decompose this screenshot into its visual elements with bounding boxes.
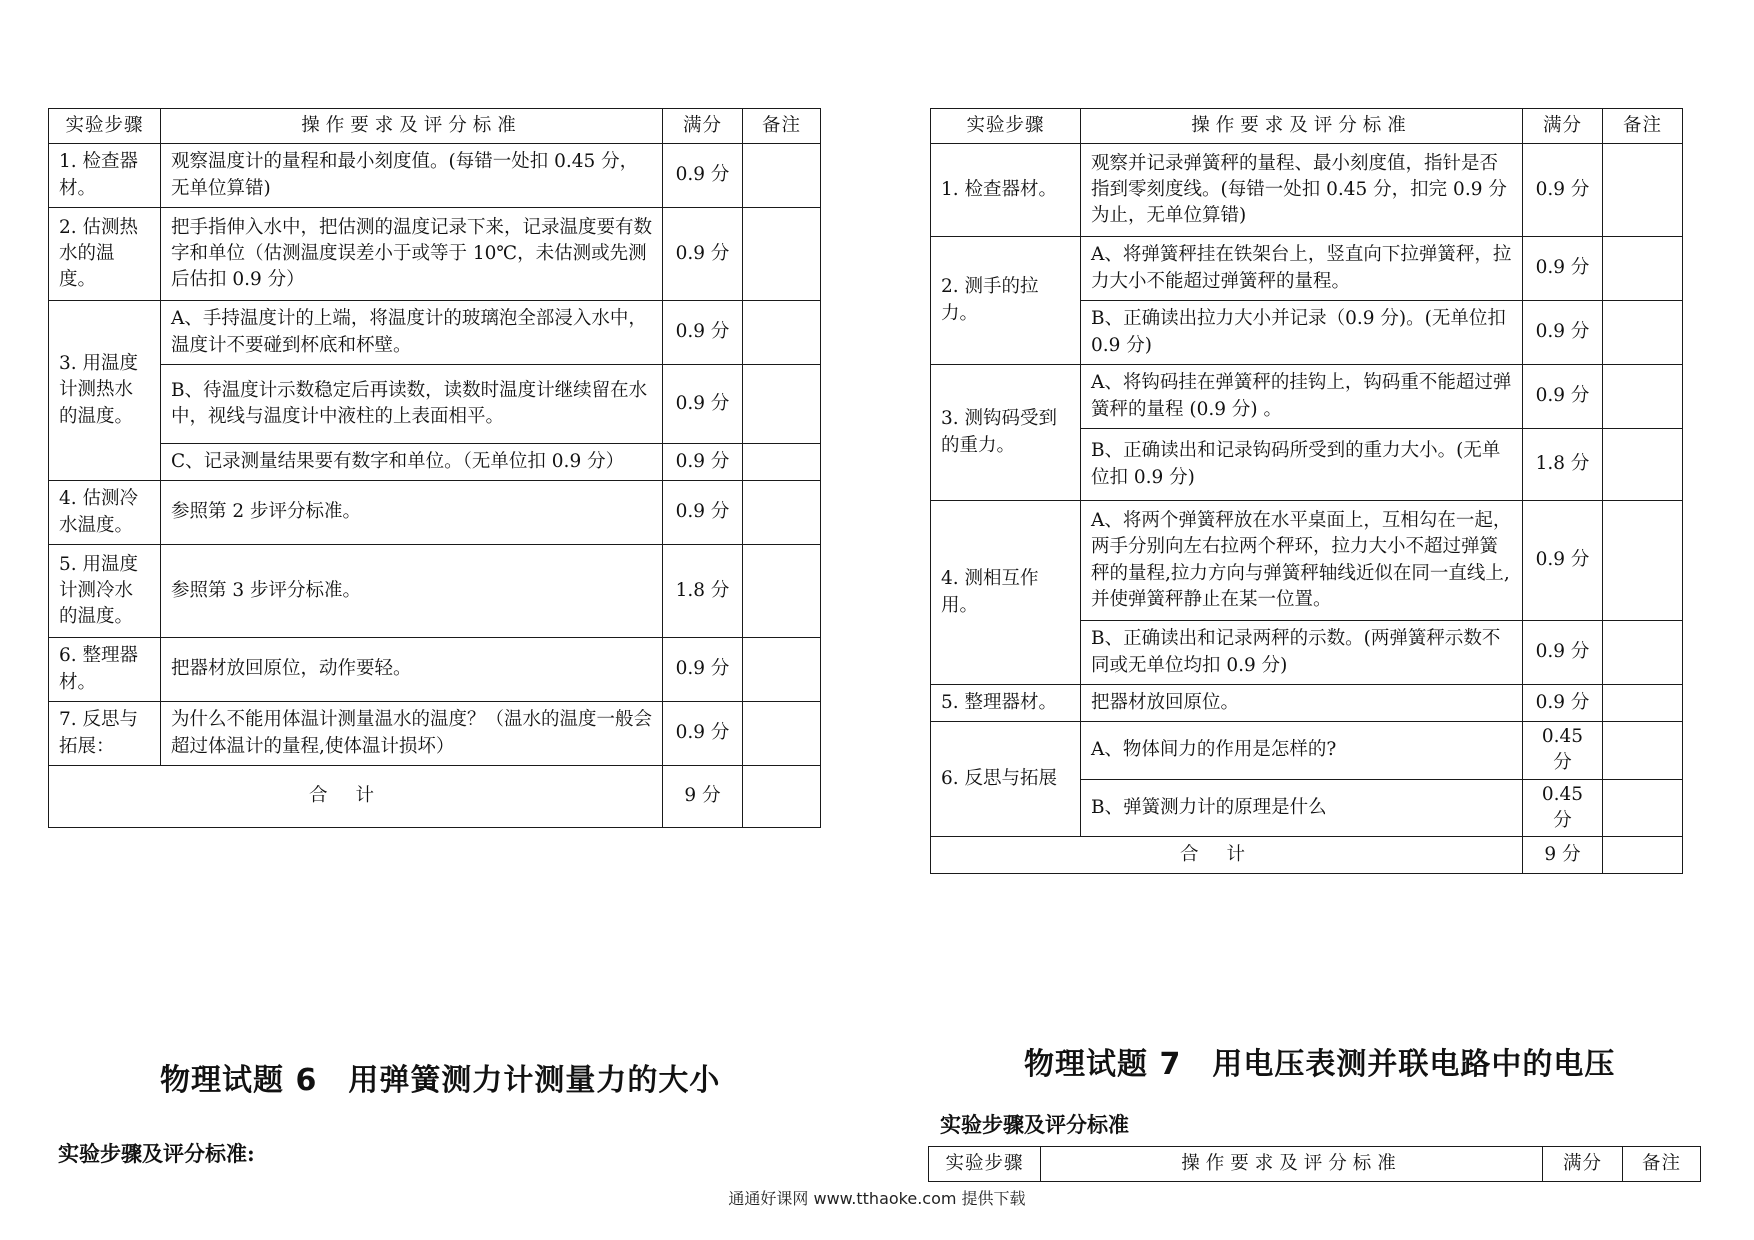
score-cell: 0.9 分	[1523, 621, 1603, 685]
note-cell	[743, 301, 821, 365]
section-6-subtitle: 实验步骤及评分标准:	[58, 1141, 255, 1166]
table-row	[49, 144, 821, 208]
table-header-row	[929, 1147, 1701, 1182]
score-cell: 0.9 分	[1523, 301, 1603, 365]
note-cell	[743, 144, 821, 208]
requirement-cell: 为什么不能用体温计测量温水的温度？（温水的温度一般会超过体温计的量程,使体温计损坏）	[161, 702, 663, 766]
note-cell	[743, 208, 821, 301]
note-cell	[1603, 837, 1683, 874]
note-cell	[1603, 685, 1683, 722]
total-row	[49, 766, 821, 828]
step-cell: 5. 用温度计测冷水的温度。	[49, 545, 161, 638]
score-cell: 0.45 分	[1523, 722, 1603, 780]
note-cell	[1603, 237, 1683, 301]
requirement-cell: A、物体间力的作用是怎样的?	[1081, 722, 1523, 780]
requirement-cell: 参照第 3 步评分标准。	[161, 545, 663, 638]
table-row	[49, 365, 821, 444]
table-row	[49, 545, 821, 638]
score-cell: 0.45 分	[1523, 779, 1603, 837]
note-cell	[1603, 779, 1683, 837]
score-cell: 0.9 分	[1523, 237, 1603, 301]
table-header-row	[931, 109, 1683, 144]
section-6-title: 物理试题 6 用弹簧测力计测量力的大小	[160, 1063, 721, 1098]
step-cell: 1. 检查器材。	[49, 144, 161, 208]
note-cell	[743, 702, 821, 766]
header-step: 实验步骤	[931, 109, 1081, 144]
requirement-cell: B、正确读出和记录钩码所受到的重力大小。(无单位扣 0.9 分)	[1081, 429, 1523, 501]
step-cell: 6. 反思与拓展	[931, 722, 1081, 837]
requirement-cell: B、正确读出和记录两秤的示数。(两弹簧秤示数不同或无单位均扣 0.9 分)	[1081, 621, 1523, 685]
left-scoring-table	[48, 108, 821, 828]
score-cell: 0.9 分	[663, 144, 743, 208]
section-7-title: 物理试题 7 用电压表测并联电路中的电压	[1024, 1047, 1616, 1082]
step-cell: 2. 估测热水的温度。	[49, 208, 161, 301]
total-row	[931, 837, 1683, 874]
requirement-cell: A、将弹簧秤挂在铁架台上，竖直向下拉弹簧秤，拉力大小不能超过弹簧秤的量程。	[1081, 237, 1523, 301]
score-cell: 0.9 分	[1523, 685, 1603, 722]
note-cell	[1603, 722, 1683, 780]
note-cell	[1603, 429, 1683, 501]
header-standard: 操作要求及评分标准	[1041, 1147, 1543, 1182]
score-cell: 1.8 分	[663, 545, 743, 638]
score-cell: 0.9 分	[1523, 365, 1603, 429]
header-note: 备注	[743, 109, 821, 144]
step-cell: 3. 用温度计测热水的温度。	[49, 301, 161, 481]
requirement-cell: B、待温度计示数稳定后再读数，读数时温度计继续留在水中，视线与温度计中液柱的上表面相平。	[161, 365, 663, 444]
step-cell: 2. 测手的拉力。	[931, 237, 1081, 365]
requirement-cell: 把器材放回原位，动作要轻。	[161, 638, 663, 702]
note-cell	[743, 638, 821, 702]
step-cell: 3. 测钩码受到的重力。	[931, 365, 1081, 501]
step-cell: 4. 测相互作用。	[931, 501, 1081, 685]
note-cell	[1603, 365, 1683, 429]
table-row	[49, 702, 821, 766]
right-scoring-table	[930, 108, 1683, 874]
table-row	[49, 444, 821, 481]
score-cell: 0.9 分	[663, 702, 743, 766]
header-note: 备注	[1623, 1147, 1701, 1182]
table-row	[931, 237, 1683, 301]
step-cell: 6. 整理器材。	[49, 638, 161, 702]
note-cell	[1603, 144, 1683, 237]
requirement-cell: 参照第 2 步评分标准。	[161, 481, 663, 545]
step-cell: 7. 反思与拓展：	[49, 702, 161, 766]
header-full-score: 满分	[663, 109, 743, 144]
score-cell: 0.9 分	[663, 208, 743, 301]
note-cell	[743, 766, 821, 828]
section-7-subtitle: 实验步骤及评分标准	[940, 1112, 1129, 1137]
header-full-score: 满分	[1543, 1147, 1623, 1182]
step-cell: 4. 估测冷水温度。	[49, 481, 161, 545]
header-standard: 操作要求及评分标准	[161, 109, 663, 144]
header-step: 实验步骤	[929, 1147, 1041, 1182]
requirement-cell: 观察温度计的量程和最小刻度值。(每错一处扣 0.45 分，无单位算错)	[161, 144, 663, 208]
requirement-cell: B、弹簧测力计的原理是什么	[1081, 779, 1523, 837]
note-cell	[743, 365, 821, 444]
requirement-cell: 把手指伸入水中，把估测的温度记录下来，记录温度要有数字和单位（估测温度误差小于或等于 10℃，未估测或先测后估扣 0.9 分）	[161, 208, 663, 301]
total-label: 合计	[49, 766, 663, 828]
header-note: 备注	[1603, 109, 1683, 144]
table-row	[49, 208, 821, 301]
header-step: 实验步骤	[49, 109, 161, 144]
section-7-table	[928, 1146, 1701, 1182]
header-full-score: 满分	[1523, 109, 1603, 144]
table-row	[931, 501, 1683, 621]
step-cell: 1. 检查器材。	[931, 144, 1081, 237]
requirement-cell: A、将钩码挂在弹簧秤的挂钩上，钩码重不能超过弹簧秤的量程 (0.9 分) 。	[1081, 365, 1523, 429]
score-cell: 0.9 分	[663, 444, 743, 481]
score-cell: 0.9 分	[663, 301, 743, 365]
note-cell	[743, 545, 821, 638]
requirement-cell: A、将两个弹簧秤放在水平桌面上，互相勾在一起，两手分别向左右拉两个秤环，拉力大小不超过弹簧秤的量程,拉力方向与弹簧秤轴线近似在同一直线上,并使弹簧秤静止在某一位置。	[1081, 501, 1523, 621]
total-score: 9 分	[1523, 837, 1603, 874]
table-header-row	[49, 109, 821, 144]
score-cell: 0.9 分	[663, 481, 743, 545]
note-cell	[1603, 621, 1683, 685]
score-cell: 0.9 分	[1523, 144, 1603, 237]
requirement-cell: A、手持温度计的上端，将温度计的玻璃泡全部浸入水中，温度计不要碰到杯底和杯壁。	[161, 301, 663, 365]
score-cell: 1.8 分	[1523, 429, 1603, 501]
requirement-cell: 观察并记录弹簧秤的量程、最小刻度值，指针是否指到零刻度线。(每错一处扣 0.45 分，扣完 0.9 分为止，无单位算错)	[1081, 144, 1523, 237]
note-cell	[1603, 501, 1683, 621]
table-row	[931, 722, 1683, 780]
table-row	[49, 481, 821, 545]
requirement-cell: 把器材放回原位。	[1081, 685, 1523, 722]
note-cell	[1603, 301, 1683, 365]
step-cell: 5. 整理器材。	[931, 685, 1081, 722]
table-row	[931, 365, 1683, 429]
score-cell: 0.9 分	[663, 638, 743, 702]
table-row	[931, 144, 1683, 237]
score-cell: 0.9 分	[1523, 501, 1603, 621]
table-row	[931, 685, 1683, 722]
table-row	[49, 638, 821, 702]
requirement-cell: C、记录测量结果要有数字和单位。（无单位扣 0.9 分）	[161, 444, 663, 481]
footer-credit: 通通好课网 www.tthaoke.com 提供下载	[728, 1189, 1026, 1208]
table-row	[49, 301, 821, 365]
requirement-cell: B、正确读出拉力大小并记录（0.9 分)。(无单位扣 0.9 分)	[1081, 301, 1523, 365]
score-cell: 0.9 分	[663, 365, 743, 444]
total-score: 9 分	[663, 766, 743, 828]
total-label: 合计	[931, 837, 1523, 874]
note-cell	[743, 444, 821, 481]
note-cell	[743, 481, 821, 545]
header-standard: 操作要求及评分标准	[1081, 109, 1523, 144]
